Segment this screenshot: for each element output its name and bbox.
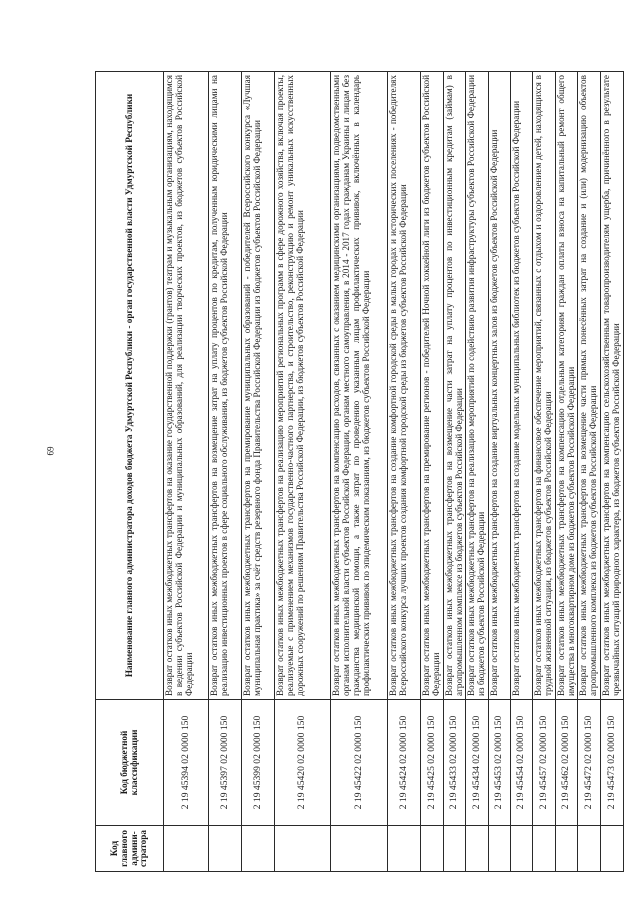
row-text: Возврат остатков иных межбюджетных трансфертов на возмещение затрат на уплату процентов по кредитам, полученным юридическими лицами на реализацию инвестиционных проектов в сфере социального обслуживания, из бюджетов субъектов Российской Федерации: [209, 72, 242, 700]
row-text: Возврат остатков иных межбюджетных трансфертов на создание виртуальных концертных залов из бюджетов субъектов Российской Федерации: [489, 72, 511, 700]
row-code: 2 19 45473 02 0000 150: [601, 700, 624, 826]
row-code: 2 19 45420 02 0000 150: [275, 700, 331, 826]
header-title: Наименование главного администратора доходов бюджета Удмуртской Республики - орган государственной власти Удмуртской Республики: [96, 72, 164, 700]
row-text: Возврат остатков иных межбюджетных трансфертов на создание комфортной городской среды в малых городах и исторических поселениях - победителях Всероссийского конкурса лучших проектов создания комфортной городской среды из бюджетов субъектов Российской Федерации: [388, 72, 421, 700]
row-code: 2 19 45454 02 0000 150: [511, 700, 533, 826]
table-row: [511, 72, 533, 872]
row-text: Возврат остатков иных межбюджетных трансфертов на компенсацию расходов, связанных с оказанием медицинскими организациями, подведомственными органам исполнительной власти субъектов Российской Федерации, органам местного самоуправления, в 2014 - 2017 годах гражданам Украины и лицам без гражданства медицинской помощи, а также затрат по проведению указанным лицам профилактических прививок, включённых в календарь профилактических прививок по эпидемическим показаниям, из бюджетов субъектов Российской Федерации: [331, 72, 388, 700]
table-row: [443, 72, 466, 872]
row-text: Возврат остатков иных межбюджетных трансфертов на оказание государственной поддержки (грантов) театрам и музыкальным организациям, находящимся в ведении субъектов Российской Федерации и муниципальных образований, для реализации творческих проектов, из бюджетов субъектов Российской Федерации: [164, 72, 209, 700]
row-text: Возврат остатков иных межбюджетных трансфертов на премирование регионов - победителей Ночной хоккейной лиги из бюджетов субъектов Российской Федерации: [421, 72, 444, 700]
row-code: 2 19 45397 02 0000 150: [209, 700, 242, 826]
row-text: Возврат остатков иных межбюджетных трансфертов на создание модельных муниципальных библиотек из бюджетов субъектов Российской Федерации: [511, 72, 533, 700]
row-code: 2 19 45457 02 0000 150: [533, 700, 556, 826]
row-code: 2 19 45425 02 0000 150: [421, 700, 444, 826]
row-code: 2 19 45422 02 0000 150: [331, 700, 388, 826]
row-code: 2 19 45424 02 0000 150: [388, 700, 421, 826]
row-code: 2 19 45462 02 0000 150: [555, 700, 578, 826]
row-text: Возврат остатков иных межбюджетных трансфертов на возмещение части затрат на уплату процентов по инвестиционным кредитам (займам) в агропромышленном комплексе из бюджетов субъектов Российской Федерации: [443, 72, 466, 700]
row-text: Возврат остатков иных межбюджетных трансфертов на возмещение части прямых понесённых затрат на создание и (или) модернизацию объектов агропромышленного комплекса из бюджетов субъектов Российской Федерации: [578, 72, 601, 700]
table-row: [533, 72, 556, 872]
row-text: Возврат остатков иных межбюджетных трансфертов на финансовое обеспечение мероприятий, связанных с отдыхом и оздоровлением детей, находящихся в трудной жизненной ситуации, из бюджетов субъектов Российской Федерации: [533, 72, 556, 700]
row-code: 2 19 45453 02 0000 150: [489, 700, 511, 826]
header-budget-code: Код бюджетной классификации: [96, 700, 164, 826]
table-row: [164, 72, 209, 872]
row-code: 2 19 45434 02 0000 150: [466, 700, 489, 826]
row-code: 2 19 45472 02 0000 150: [578, 700, 601, 826]
row-code: 2 19 45394 02 0000 150: [164, 700, 209, 826]
table-row: [421, 72, 444, 872]
table-row: [209, 72, 242, 872]
row-code: 2 19 45399 02 0000 150: [242, 700, 275, 826]
header-admin-code: Код главного админи- стратора: [96, 826, 164, 872]
table-row: [242, 72, 275, 872]
table-row: [578, 72, 601, 872]
table-row: [388, 72, 421, 872]
row-text: Возврат остатков иных межбюджетных трансфертов на реализацию мероприятий региональных программ в сфере дорожного хозяйства, включая проекты, реализуемые с применением механизмов государственно-частного партнерства, и строительство, реконструкцию и ремонт уникальных искусственных дорожных сооружений по решениям Правительства Российской Федерации, из бюджетов субъектов Российской Федерации: [275, 72, 331, 700]
table-row: [466, 72, 489, 872]
budget-classification-table: [95, 71, 624, 872]
table-row: [489, 72, 511, 872]
table-row: [331, 72, 388, 872]
table-row: [275, 72, 331, 872]
row-text: Возврат остатков иных межбюджетных трансфертов на реализацию мероприятий по содействию развития инфраструктуры субъектов Российской Федерации из бюджетов субъектов Российской Федерации: [466, 72, 489, 700]
table-header-row: [96, 72, 164, 872]
table-row: [555, 72, 578, 872]
page-number: 69: [45, 446, 56, 456]
row-text: Возврат остатков иных межбюджетных трансфертов на премирование муниципальных образований - победителей Всероссийского конкурса «Лучшая муниципальная практика» за счёт средств резервного фонда Правительства Российской Федерации из бюджетов субъектов Российской Федерации: [242, 72, 275, 700]
table-row: [601, 72, 624, 872]
row-text: Возврат остатков иных межбюджетных трансфертов на компенсацию сельскохозяйственным товаропроизводителям ущерба, причинённого в результате чрезвычайных ситуаций природного характера, из бюджетов субъектов Российской Федерации: [601, 72, 624, 700]
row-text: Возврат остатков иных межбюджетных трансфертов на компенсацию отдельным категориям граждан оплаты взноса на капитальный ремонт общего имущества в многоквартирном доме из бюджетов субъектов Российской Федерации: [555, 72, 578, 700]
rotated-page: [95, 72, 621, 872]
row-code: 2 19 45433 02 0000 150: [443, 700, 466, 826]
